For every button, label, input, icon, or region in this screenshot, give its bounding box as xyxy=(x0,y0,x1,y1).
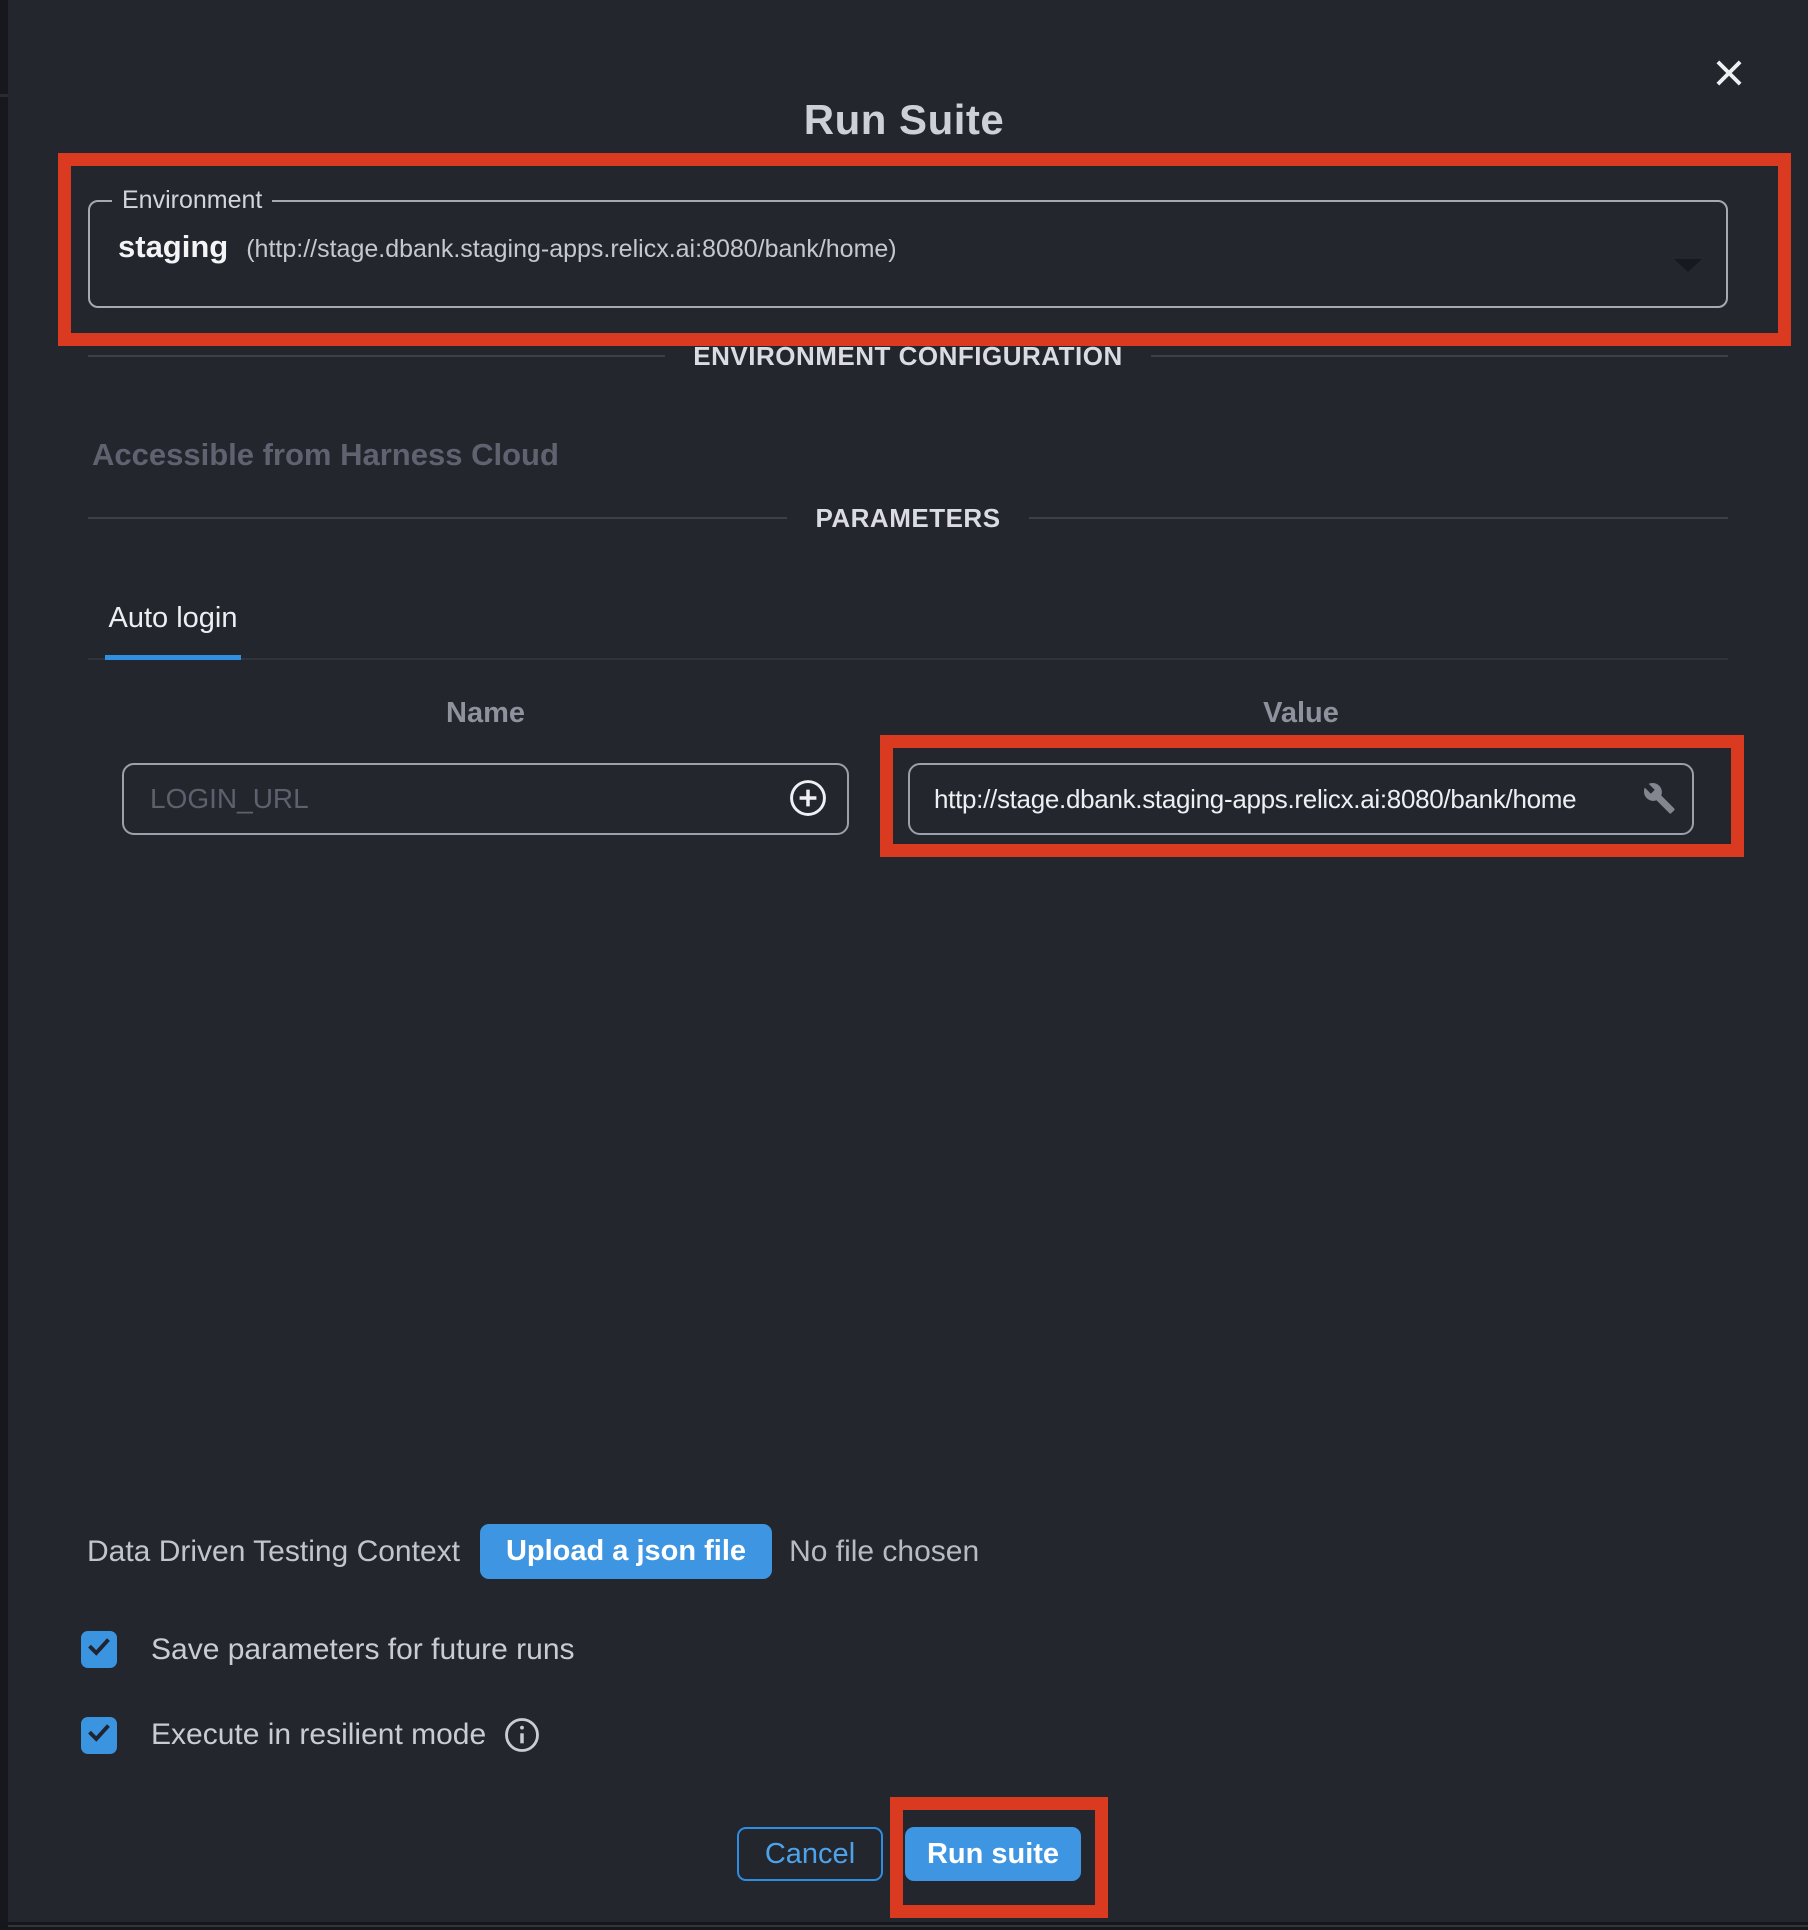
resilient-mode-row xyxy=(81,1715,542,1755)
cancel-button[interactable]: Cancel xyxy=(737,1827,883,1881)
page-title: Run Suite xyxy=(803,96,1005,143)
close-icon xyxy=(1711,55,1747,94)
checkmark-icon xyxy=(86,1720,112,1751)
save-parameters-checkbox[interactable] xyxy=(81,1631,117,1668)
environment-label: Environment xyxy=(122,186,263,214)
edit-value-button[interactable] xyxy=(1642,781,1676,818)
environment-configuration-divider xyxy=(88,341,1728,371)
value-column-header: Value xyxy=(1263,697,1339,729)
name-column-header: Name xyxy=(446,697,525,729)
run-suite-button[interactable]: Run suite xyxy=(905,1827,1081,1881)
divider-line xyxy=(88,355,665,357)
resilient-mode-checkbox[interactable] xyxy=(81,1717,117,1754)
parameters-heading: PARAMETERS xyxy=(815,502,1001,533)
param-name-input[interactable] xyxy=(150,783,787,815)
environment-selected xyxy=(90,215,1726,265)
add-parameter-button[interactable] xyxy=(787,777,829,822)
info-icon[interactable] xyxy=(502,1715,542,1755)
file-status-text: No file chosen xyxy=(789,1534,980,1568)
tab-auto-login[interactable]: Auto login xyxy=(105,602,241,660)
parameters-divider xyxy=(88,503,1728,533)
divider-line xyxy=(1029,517,1728,519)
resilient-mode-label: Execute in resilient mode xyxy=(151,1718,487,1751)
environment-select[interactable] xyxy=(88,186,1728,308)
param-value-input[interactable] xyxy=(934,784,1642,815)
accessible-note: Accessible from Harness Cloud xyxy=(92,437,559,472)
divider-line xyxy=(88,517,787,519)
save-parameters-row xyxy=(81,1631,575,1668)
backdrop-left-strip xyxy=(0,0,8,1930)
environment-name: staging xyxy=(118,229,229,264)
data-driven-label: Data Driven Testing Context xyxy=(87,1534,460,1568)
environment-configuration-heading: ENVIRONMENT CONFIGURATION xyxy=(693,340,1123,371)
close-button[interactable] xyxy=(1702,47,1756,101)
chevron-down-icon xyxy=(1674,259,1702,272)
add-circle-icon xyxy=(787,777,829,822)
bottom-edge-line xyxy=(8,1925,1808,1927)
divider-line xyxy=(1151,355,1728,357)
wrench-icon xyxy=(1642,781,1676,818)
param-value-field-wrap xyxy=(908,763,1694,835)
data-driven-testing-row xyxy=(87,1524,979,1579)
param-name-field-wrap xyxy=(122,763,849,835)
environment-url: (http://stage.dbank.staging-apps.relicx.ai:8080/bank/home) xyxy=(246,235,897,263)
parameters-tabbar xyxy=(88,582,1728,660)
checkmark-icon xyxy=(86,1634,112,1665)
upload-json-button[interactable]: Upload a json file xyxy=(480,1524,772,1579)
save-parameters-label: Save parameters for future runs xyxy=(151,1632,575,1666)
